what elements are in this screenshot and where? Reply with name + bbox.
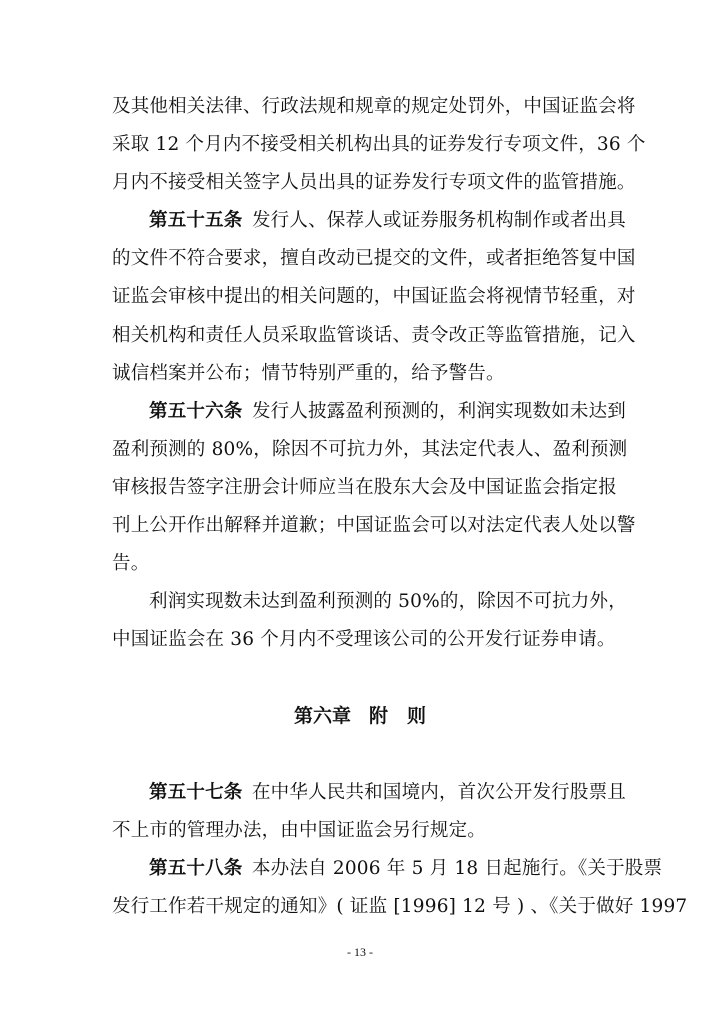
text-line: 证监会审核中提出的相关问题的，中国证监会将视情节轻重，对 bbox=[112, 286, 636, 307]
article-58-title: 第五十八条 bbox=[149, 858, 243, 879]
article-56-title: 第五十六条 bbox=[149, 401, 243, 422]
text-line: 告。 bbox=[112, 553, 150, 574]
article-57-text: 在中华人民共和国境内，首次公开发行股票且 bbox=[251, 782, 626, 803]
text-line: 发行工作若干规定的通知》( 证监 [1996] 12 号 ) 、《关于做好 1997 bbox=[112, 896, 688, 917]
chapter-title: 附 则 bbox=[369, 705, 427, 727]
page-number: - 13 - bbox=[347, 945, 373, 959]
chapter-heading bbox=[0, 704, 720, 728]
article-58-text: 本办法自 2006 年 5 月 18 日起施行。《关于股票 bbox=[251, 858, 663, 879]
article-57-title: 第五十七条 bbox=[149, 782, 243, 803]
text-line: 月内不接受相关签字人员出具的证券发行专项文件的监管措施。 bbox=[112, 172, 636, 193]
article-56-text: 发行人披露盈利预测的，利润实现数如未达到 bbox=[251, 401, 626, 422]
text-line: 相关机构和责任人员采取监管谈话、责令改正等监管措施，记入 bbox=[112, 325, 636, 346]
chapter-number: 第六章 bbox=[293, 705, 351, 727]
text-line: 利润实现数未达到盈利预测的 50%的，除因不可抗力外， bbox=[149, 591, 627, 612]
text-line: 不上市的管理办法，由中国证监会另行规定。 bbox=[112, 820, 487, 841]
text-line: 盈利预测的 80%，除因不可抗力外，其法定代表人、盈利预测 bbox=[112, 439, 628, 460]
article-57-first-line bbox=[149, 781, 626, 805]
text-line: 审核报告签字注册会计师应当在股东大会及中国证监会指定报 bbox=[112, 477, 617, 498]
text-line: 刊上公开作出解释并道歉；中国证监会可以对法定代表人处以警 bbox=[112, 515, 636, 536]
article-55-first-line bbox=[149, 209, 626, 233]
text-line: 采取 12 个月内不接受相关机构出具的证券发行专项文件，36 个 bbox=[112, 134, 646, 155]
article-55-text: 发行人、保荐人或证券服务机构制作或者出具 bbox=[251, 210, 626, 231]
text-line: 中国证监会在 36 个月内不受理该公司的公开发行证券申请。 bbox=[112, 629, 616, 650]
article-55-title: 第五十五条 bbox=[149, 210, 243, 231]
text-line: 诚信档案并公布；情节特别严重的，给予警告。 bbox=[112, 363, 505, 384]
text-line: 的文件不符合要求，擅自改动已提交的文件，或者拒绝答复中国 bbox=[112, 248, 636, 269]
text-line: 及其他相关法律、行政法规和规章的规定处罚外，中国证监会将 bbox=[112, 96, 636, 117]
article-56-first-line bbox=[149, 400, 626, 424]
article-58-first-line bbox=[149, 857, 663, 881]
